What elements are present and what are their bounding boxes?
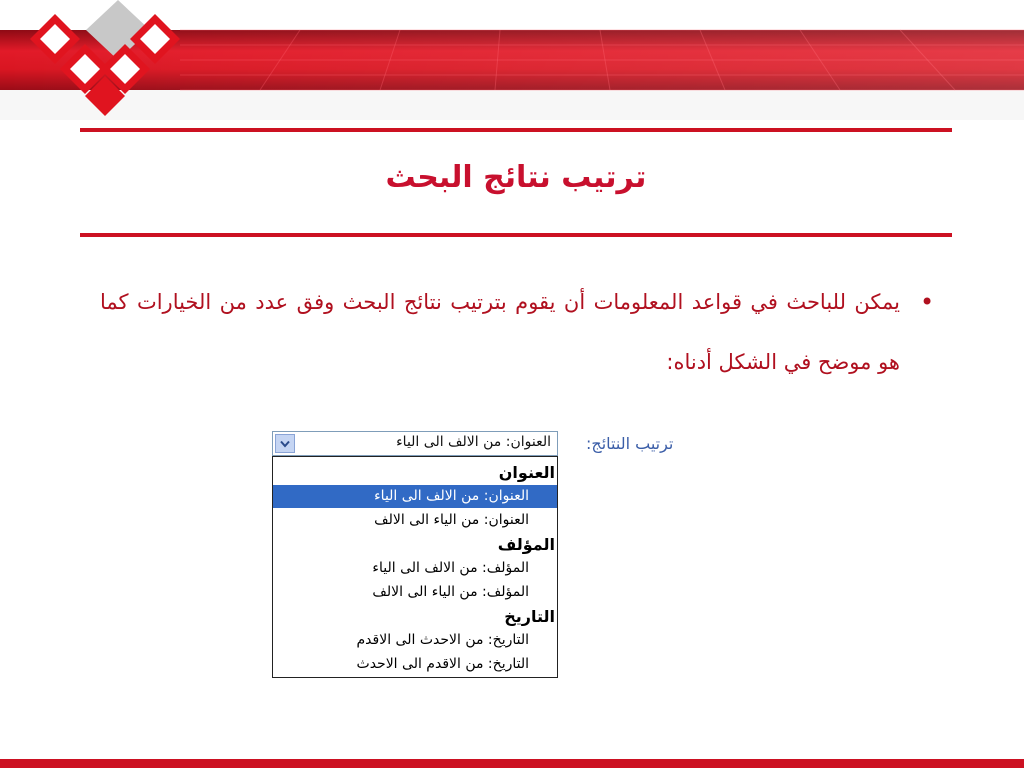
diamond-logo bbox=[0, 0, 200, 120]
option-title-desc[interactable]: العنوان: من الياء الى الالف bbox=[374, 512, 529, 528]
sort-options-list[interactable] bbox=[272, 456, 558, 678]
option-date-oldest[interactable]: التاريخ: من الاقدم الى الاحدث bbox=[356, 656, 529, 672]
select-current-value: العنوان: من الالف الى الياء bbox=[396, 434, 551, 450]
option-title-asc[interactable]: العنوان: من الالف الى الياء bbox=[273, 485, 557, 508]
option-group-author: المؤلف bbox=[497, 535, 555, 554]
title-rule-top bbox=[80, 128, 952, 132]
option-group-title: العنوان bbox=[498, 463, 555, 482]
option-author-asc[interactable]: المؤلف: من الالف الى الياء bbox=[372, 560, 529, 576]
chevron-down-icon bbox=[280, 440, 290, 448]
option-author-desc[interactable]: المؤلف: من الياء الى الالف bbox=[372, 584, 529, 600]
option-group-date: التاريخ bbox=[504, 607, 555, 626]
sort-select[interactable] bbox=[272, 431, 558, 456]
title-rule-bottom bbox=[80, 233, 952, 237]
body-paragraph: يمكن للباحث في قواعد المعلومات أن يقوم بترتيب نتائج البحث وفق عدد من الخيارات كما هو موضح في الشكل أدناه: bbox=[100, 290, 900, 374]
footer-line bbox=[0, 759, 1024, 768]
dropdown-arrow-button[interactable] bbox=[275, 434, 295, 453]
option-date-newest[interactable]: التاريخ: من الاحدث الى الاقدم bbox=[356, 632, 529, 648]
slide-title: ترتيب نتائج البحث bbox=[385, 160, 647, 195]
sort-label: ترتيب النتائج: bbox=[586, 434, 674, 453]
bullet-marker: • bbox=[920, 288, 935, 316]
header-banner bbox=[0, 0, 1024, 120]
